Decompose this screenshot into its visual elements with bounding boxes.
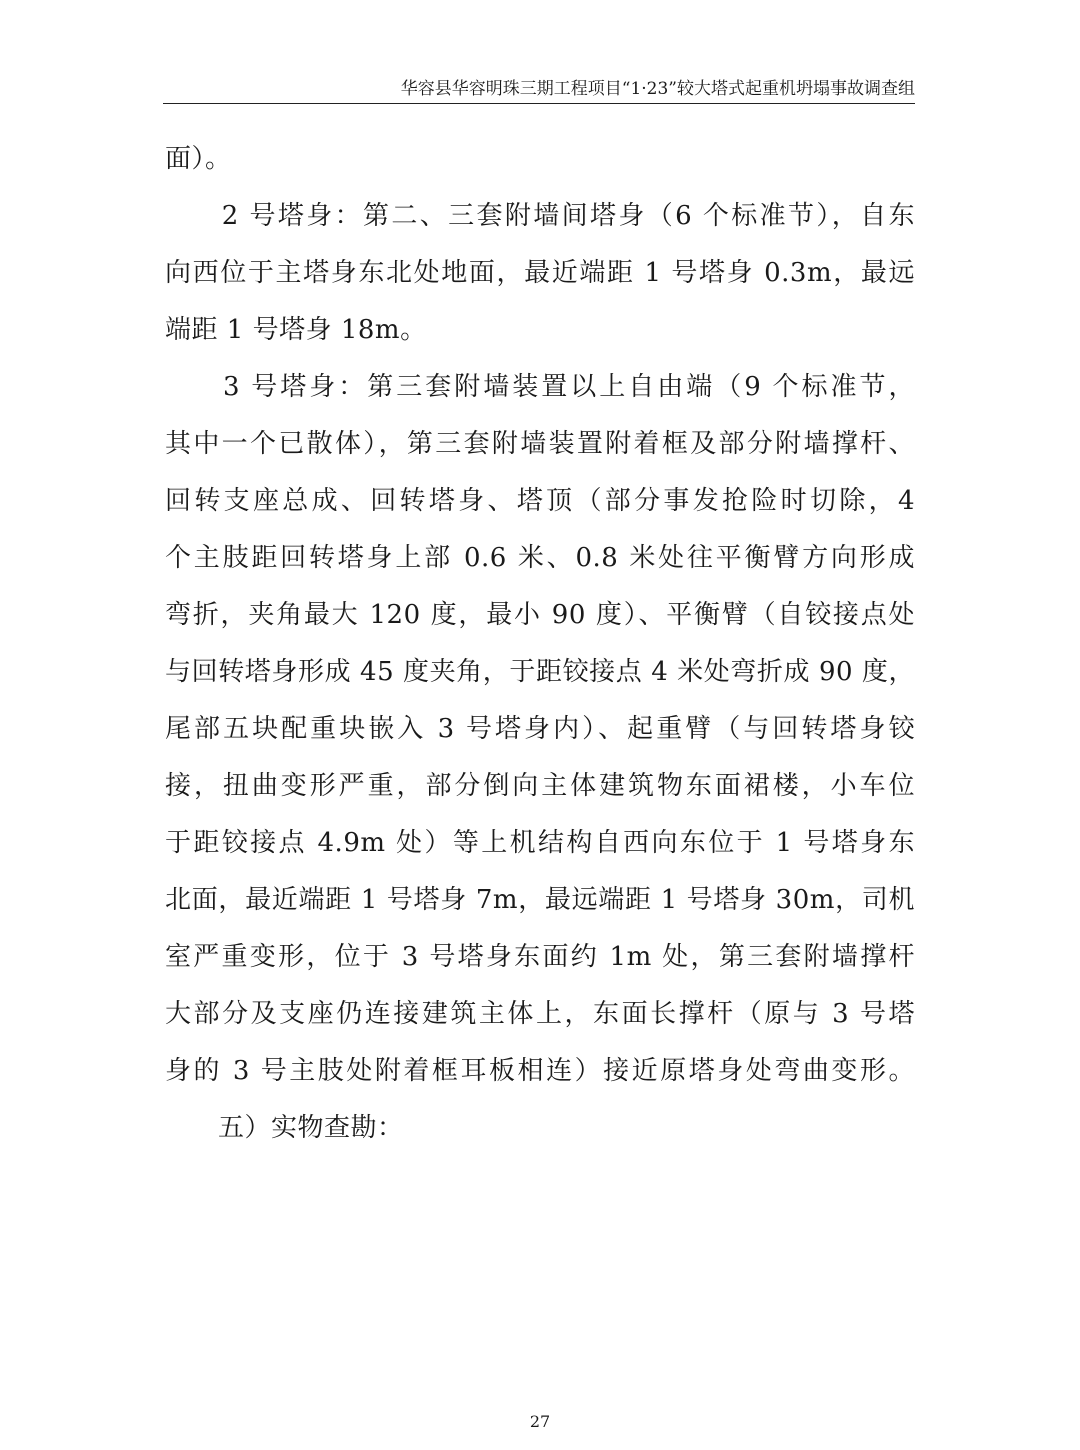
section-heading: 五）实物查勘： (165, 1113, 404, 1143)
body-line: 弯折，夹角最大 120 度，最小 90 度）、平衡臂（自铰接点处 (165, 600, 915, 630)
body-line: 北面，最近端距 1 号塔身 7m，最远端距 1 号塔身 30m，司机 (165, 885, 915, 915)
page-number: 27 (529, 1412, 551, 1431)
body-line: 向西位于主塔身东北处地面，最近端距 1 号塔身 0.3m，最远 (165, 258, 915, 288)
body-line: 大部分及支座仍连接建筑主体上，东面长撑杆（原与 3 号塔 (165, 999, 915, 1029)
running-header: 华容县华容明珠三期工程项目“1·23”较大塔式起重机坍塌事故调查组 (400, 79, 915, 99)
body-line: 3 号塔身：第三套附墙装置以上自由端（9 个标准节， (165, 372, 915, 402)
body-line: 身的 3 号主肢处附着框耳板相连）接近原塔身处弯曲变形。 (165, 1056, 915, 1086)
body-line: 与回转塔身形成 45 度夹角，于距铰接点 4 米处弯折成 90 度， (165, 657, 915, 687)
body-line: 其中一个已散体），第三套附墙装置附着框及部分附墙撑杆、 (165, 429, 915, 459)
body-line: 尾部五块配重块嵌入 3 号塔身内）、起重臂（与回转塔身铰 (165, 714, 915, 744)
body-line: 2 号塔身：第二、三套附墙间塔身（6 个标准节），自东 (165, 201, 915, 231)
body-line: 室严重变形，位于 3 号塔身东面约 1m 处，第三套附墙撑杆 (165, 942, 915, 972)
body-line: 于距铰接点 4.9m 处）等上机结构自西向东位于 1 号塔身东 (165, 828, 915, 858)
body-line: 面）。 (165, 144, 232, 174)
body-line: 端距 1 号塔身 18m。 (165, 315, 427, 345)
body-line: 个主肢距回转塔身上部 0.6 米、0.8 米处往平衡臂方向形成 (165, 543, 915, 573)
body-line: 回转支座总成、回转塔身、塔顶（部分事发抢险时切除，4 (165, 486, 915, 516)
header-divider (163, 103, 915, 104)
body-line: 接，扭曲变形严重，部分倒向主体建筑物东面裙楼，小车位 (165, 771, 915, 801)
